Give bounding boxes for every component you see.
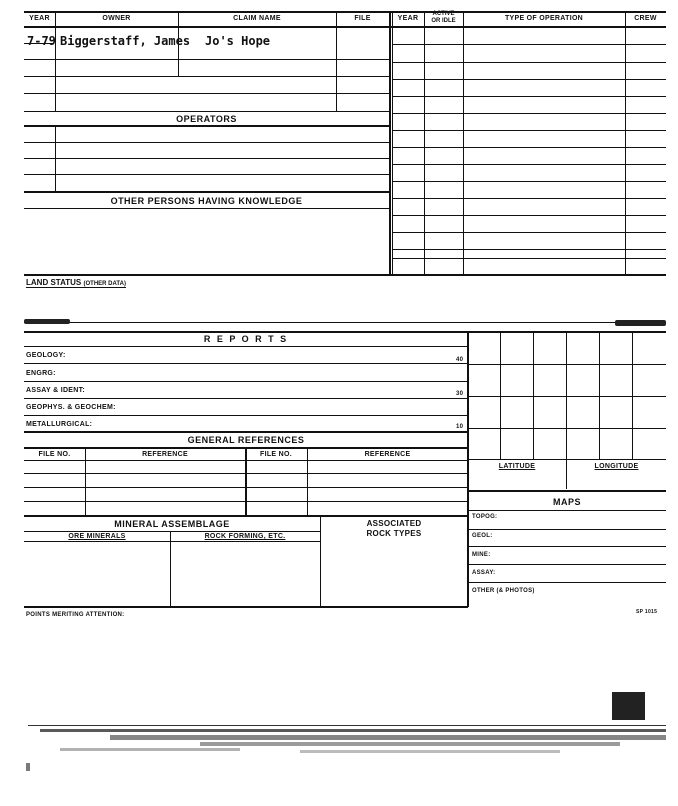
- maps-title: MAPS: [552, 497, 581, 507]
- mineral-assemblage-title: MINERAL ASSEMBLAGE: [114, 519, 230, 529]
- land-status-title: LAND STATUS: [26, 278, 82, 287]
- associated-label: ASSOCIATED: [366, 519, 422, 528]
- entry-owner: Biggerstaff, James: [60, 34, 191, 48]
- col-header-year-2: YEAR: [397, 15, 419, 22]
- active-label: ACTIVE: [432, 11, 455, 17]
- col-header-year: YEAR: [29, 15, 50, 22]
- col-header-crew: CREW: [634, 15, 657, 22]
- report-label-geology: GEOLOGY:: [26, 352, 66, 359]
- maps-topog: TOPOG:: [472, 514, 498, 520]
- ore-minerals-label: ORE MINERALS: [68, 533, 126, 540]
- col-header-claim-name: CLAIM NAME: [233, 15, 281, 22]
- ref-col-reference-2: REFERENCE: [364, 451, 411, 458]
- report-num-assay: 30: [456, 391, 464, 397]
- land-status-sub: (OTHER DATA): [83, 281, 126, 287]
- land-status-label: [26, 278, 126, 288]
- associated-rock-types: [320, 519, 468, 539]
- col-header-type-of-operation: TYPE OF OPERATION: [504, 15, 584, 22]
- points-meriting-attention-label: POINTS MERITING ATTENTION:: [26, 612, 125, 618]
- ref-col-file-no-2: FILE NO.: [260, 451, 292, 458]
- maps-other: OTHER (& PHOTOS): [472, 588, 535, 594]
- maps-assay: ASSAY:: [472, 570, 496, 576]
- report-label-assay: ASSAY & IDENT:: [26, 387, 86, 394]
- ref-col-file-no-1: FILE NO.: [38, 451, 71, 458]
- rock-forming-label: ROCK FORMING, ETC.: [204, 533, 286, 540]
- form-code: SP 1015: [636, 609, 658, 615]
- report-num-geology: 40: [456, 357, 464, 363]
- col-header-active-or-idle: [424, 11, 463, 25]
- ref-col-reference-1: REFERENCE: [142, 451, 188, 458]
- operators-label: OPERATORS: [176, 114, 237, 124]
- or-idle-label: OR IDLE: [431, 18, 456, 24]
- latitude-label: LATITUDE: [498, 463, 536, 470]
- longitude-label: LONGITUDE: [594, 463, 639, 470]
- general-references-title: GENERAL REFERENCES: [187, 435, 305, 445]
- report-label-engrg: ENGRG:: [26, 370, 56, 377]
- col-header-file: FILE: [354, 15, 371, 22]
- maps-geol: GEOL:: [472, 533, 493, 539]
- report-label-geophys: GEOPHYS. & GEOCHEM:: [26, 404, 116, 411]
- reports-title: R E P O R T S: [203, 334, 289, 344]
- report-label-metallurgical: METALLURGICAL:: [26, 421, 93, 428]
- rock-types-label: ROCK TYPES: [366, 529, 422, 538]
- entry-year: 7-79: [27, 34, 56, 48]
- other-persons-label: OTHER PERSONS HAVING KNOWLEDGE: [110, 196, 303, 206]
- entry-claim-name: Jo's Hope: [205, 34, 271, 48]
- col-header-owner: OWNER: [102, 15, 131, 22]
- report-num-metallurgical: 10: [456, 424, 464, 430]
- maps-mine: MINE:: [472, 552, 491, 558]
